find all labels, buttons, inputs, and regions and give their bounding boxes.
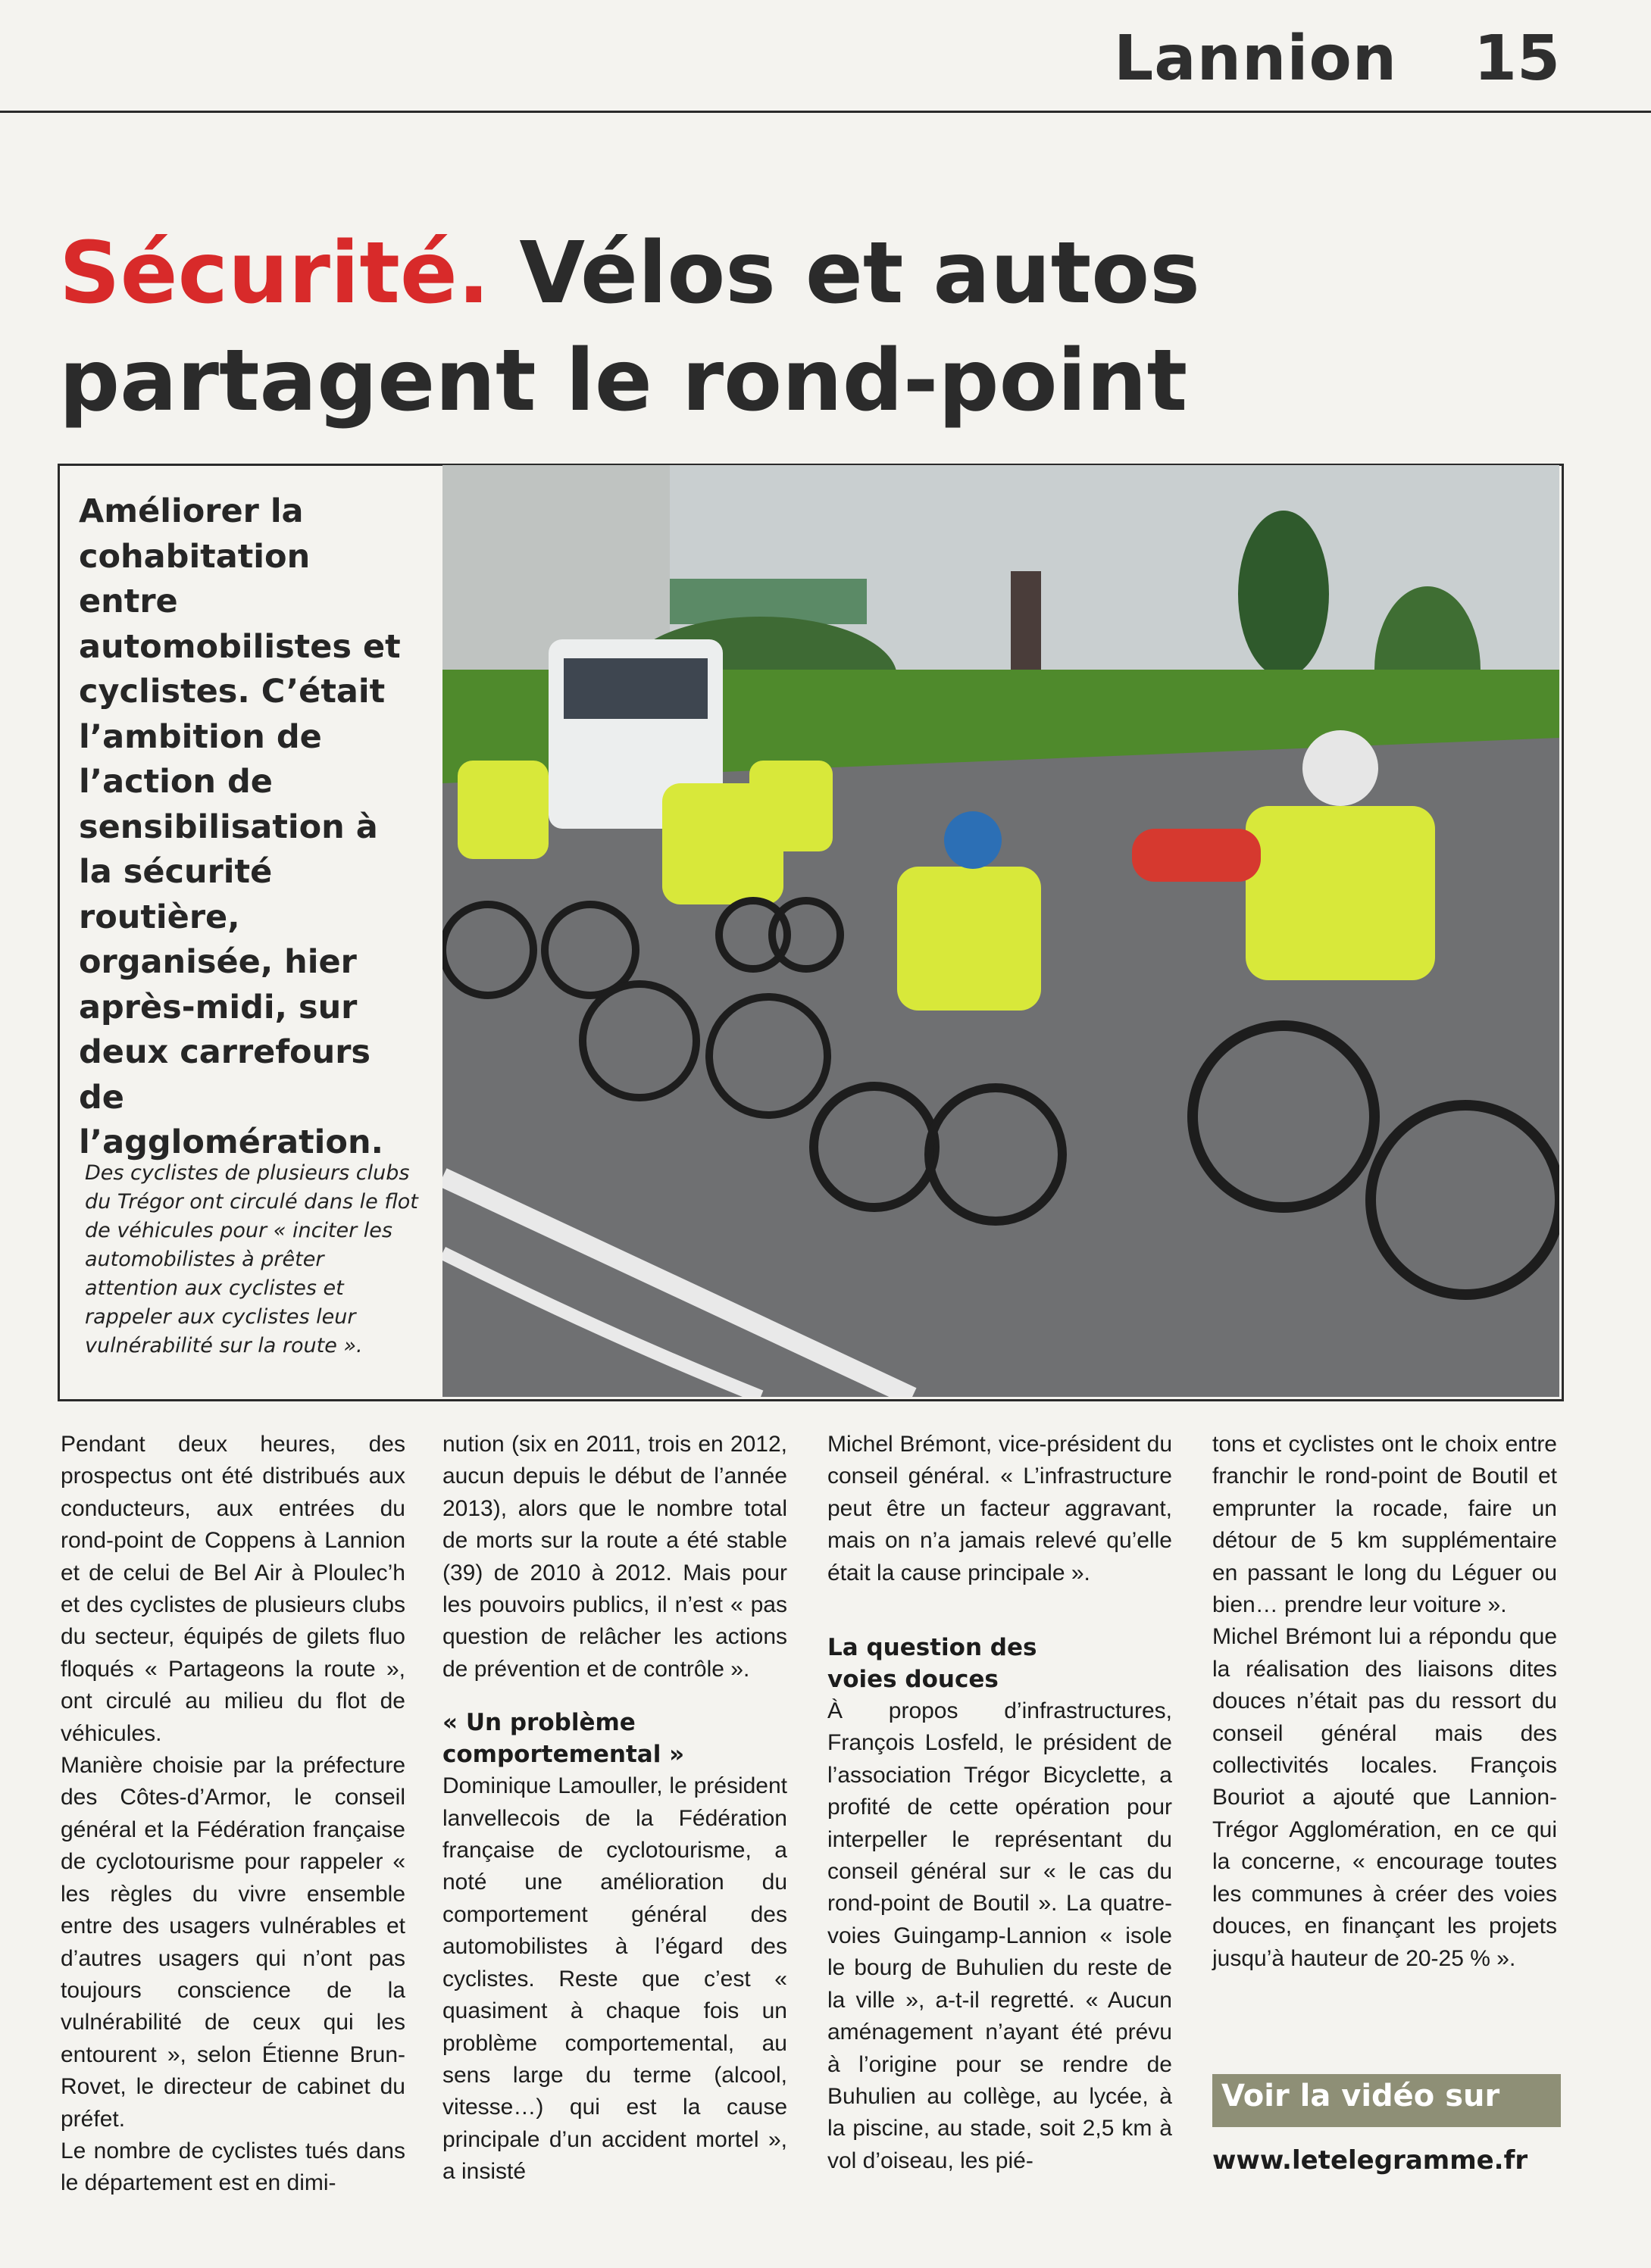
header-rule — [0, 111, 1651, 113]
cyclists-roundabout-photo — [442, 465, 1559, 1397]
tree — [1238, 511, 1329, 677]
fluo-vest — [897, 867, 1041, 1011]
paragraph: Michel Brémont lui a répondu que la réalisation des liaisons dites douces n’était pas du ressort du conseil général mais des collectivités locales. François Bouriot a ajouté que Lannion-Trégor Agglomération, en ce qui la concerne, « encourage toutes les communes à créer des voies douces, en finançant les projets jusqu’à hauteur de 20-25 % ». — [1212, 1624, 1557, 1971]
paragraph: Dominique Lamouller, le président lanvellecois de la Fédération française de cyclotourisme, a noté une amélioration du comportement général des automobilistes à l’égard des cyclistes. Reste que c’est « quasiment à chaque fois un problème comportemental, au sens large du terme (alcool, vitesse…) qui est la cause principale d’un accident mortel », a insisté — [442, 1773, 787, 2185]
headline — [59, 220, 1271, 435]
paragraph: tons et cyclistes ont le choix entre franchir le rond-point de Boutil et emprunter la rocade, faire un détour de 5 km supplémentaire en passant le long du Léguer ou bien… prendre leur voiture ». — [1212, 1432, 1557, 1618]
paragraph: Pendant deux heures, des prospectus ont été distribués aux conducteurs, aux entrées du rond-point de Coppens à Lannion et de celui de Bel Air à Ploulec’h et des cyclistes de plusieurs clubs du secteur, équipés de gilets fluo floqués « Partageons la route », ont circulé au milieu du flot de véhicules. — [61, 1432, 405, 1746]
photo-caption: Des cyclistes de plusieurs clubs du Trégor ont circulé dans le flot de véhicules pour « inciter les automobilistes à prêter attention aux cyclistes et rappeler aux cyclistes leur vulnérabilité sur la route ». — [85, 1161, 418, 1357]
van-windshield — [564, 658, 708, 719]
page-number: 15 — [1474, 23, 1561, 95]
paragraph: Le nombre de cyclistes tués dans le département est en dimi- — [61, 2138, 405, 2196]
paragraph: Michel Brémont, vice-président du conseil général. « L’infrastructure peut être un facteur aggravant, mais on n’a jamais relevé qu’elle était la cause principale ». — [827, 1432, 1172, 1585]
paragraph: Manière choisie par la préfecture des Côtes-d’Armor, le conseil général et la Fédération française de cyclotourisme pour rappeler « les règles du vivre ensemble entre des usagers vulnérables et d’autres usagers qui n’ont pas toujours conscience de la vulnérabilité de ceux qui les entourent », selon Étienne Brun-Rovet, le directeur de cabinet du préfet. — [61, 1753, 405, 2132]
fluo-vest — [1246, 806, 1435, 980]
article-column-1 — [61, 1429, 405, 2200]
fluo-vest — [749, 761, 833, 851]
article-column-3 — [827, 1429, 1172, 2177]
helmet — [944, 811, 1002, 869]
article-column-2 — [442, 1429, 787, 2188]
section-name: Lannion — [1114, 23, 1398, 95]
video-promo-label: Voir la vidéo sur — [1221, 2079, 1500, 2113]
paragraph: À propos d’infrastructures, François Losfeld, le président de l’association Trégor Bicyclette, a profité de cette opération pour interpeller le représentant du conseil général sur « le cas du rond-point de Boutil ». La quatre-voies Guingamp-Lannion « isole le bourg de Buhulien du reste de la ville », a-t-il regretté. « Aucun aménagement n’ayant été prévu à l’origine pour se rendre de Buhulien au collège, au lycée, à la piscine, au stade, soit 2,5 km à vol d’oiseau, les pié- — [827, 1698, 1172, 2173]
subheading: La question des voies douces — [827, 1634, 1037, 1694]
paragraph: nution (six en 2011, trois en 2012, aucun depuis le début de l’année 2013), alors que le nombre total de morts sur la route a été stable (39) de 2010 à 2012. Mais pour les pouvoirs publics, il n’est « pas question de relâcher les actions de prévention et de contrôle ». — [442, 1432, 787, 1682]
lead-text: Améliorer la cohabitation entre automobilistes et cyclistes. C’était l’ambition de l’action de sensibilisation à la sécurité routière, organisée, hier après-midi, sur deux carrefours de l’agglomération. — [79, 492, 401, 1161]
subheading: « Un problème comportemental » — [442, 1709, 685, 1769]
fluo-vest — [458, 761, 549, 859]
website-link[interactable]: www.letelegramme.fr — [1212, 2145, 1528, 2176]
headline-title: Vélos et autos partagent le rond-point — [59, 224, 1200, 430]
helmet — [1302, 730, 1378, 806]
jersey-arm — [1132, 829, 1261, 882]
headline-kicker: Sécurité. — [59, 224, 490, 323]
article-column-4 — [1212, 1429, 1557, 1975]
